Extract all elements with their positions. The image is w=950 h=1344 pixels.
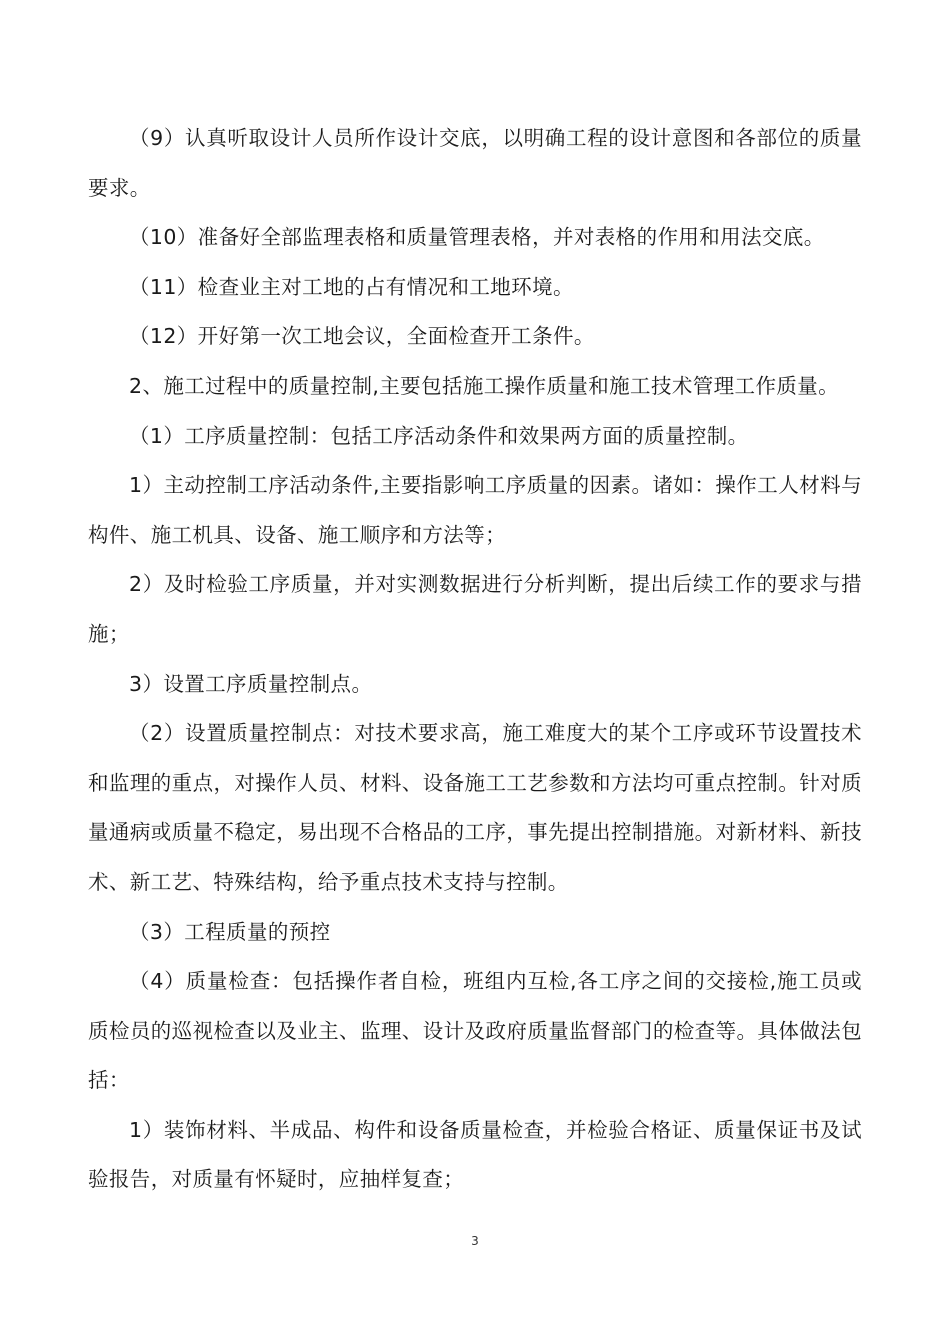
paragraph-material-inspection: 1）装饰材料、半成品、构件和设备质量检查，并检验合格证、质量保证书及试验报告，对质量有怀疑时，应抽样复查；: [88, 1117, 862, 1192]
paragraph-subitem-3: 3）设置工序质量控制点。: [129, 671, 373, 696]
paragraph-subitem-2: 2）及时检验工序质量，并对实测数据进行分析判断，提出后续工作的要求与措施；: [88, 572, 862, 646]
paragraph-item-11: （11）检查业主对工地的占有情况和工地环境。: [129, 274, 574, 299]
paragraph-item-12: （12）开好第一次工地会议，全面检查开工条件。: [129, 324, 595, 349]
paragraph-process-quality-control: （1）工序质量控制：包括工序活动条件和效果两方面的质量控制。: [129, 423, 749, 448]
paragraph-control-points: （2）设置质量控制点：对技术要求高，施工难度大的某个工序或环节设置技术和监理的重点，对操作人员、材料、设备施工工艺参数和方法均可重点控制。针对质量通病或质量不稳定，易出现不合格品的工序，事先提出控制措施。对新材料、新技术、新工艺、特殊结构，给予重点技术支持与控制。: [88, 721, 862, 894]
document-body: [88, 114, 862, 1205]
paragraph-subitem-1: 1）主动控制工序活动条件,主要指影响工序质量的因素。诸如：操作工人材料与构件、施工机具、设备、施工顺序和方法等；: [88, 473, 862, 547]
paragraph-quality-inspection: （4）质量检查：包括操作者自检，班组内互检,各工序之间的交接检,施工员或质检员的巡视检查以及业主、监理、设计及政府质量监督部门的检查等。具体做法包括：: [88, 969, 862, 1093]
paragraph-item-9: （9）认真听取设计人员所作设计交底，以明确工程的设计意图和各部位的质量要求。: [88, 126, 862, 200]
section-heading-construction-quality: 2、施工过程中的质量控制,主要包括施工操作质量和施工技术管理工作质量。: [129, 373, 840, 398]
paragraph-item-10: （10）准备好全部监理表格和质量管理表格，并对表格的作用和用法交底。: [129, 225, 825, 250]
page-number: 3: [471, 1234, 479, 1248]
paragraph-quality-precontrol: （3）工程质量的预控: [129, 919, 331, 944]
